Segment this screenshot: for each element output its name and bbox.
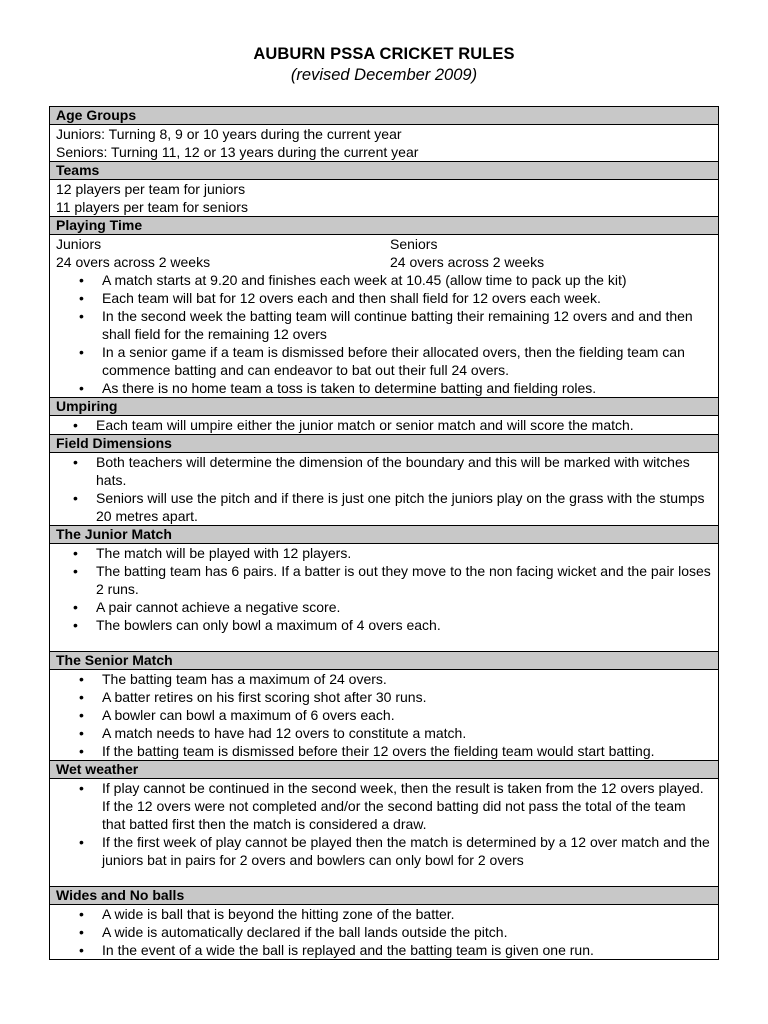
list-item: • The batting team has 6 pairs. If a batter is out they move to the non facing wicket and the pair loses 2 runs. <box>96 562 712 598</box>
list-item: • The bowlers can only bowl a maximum of 4 overs each. <box>96 616 712 634</box>
list-item: • If the batting team is dismissed before their 12 overs the fielding team would start batting. <box>102 742 712 760</box>
list-item: • As there is no home team a toss is taken to determine batting and fielding roles. <box>102 379 712 397</box>
section-body-age-groups <box>50 125 719 162</box>
section-heading-playing-time: Playing Time <box>50 217 719 235</box>
document-title: AUBURN PSSA CRICKET RULES <box>253 45 515 63</box>
seniors-overs: 24 overs across 2 weeks <box>390 254 545 270</box>
list-item: • A match starts at 9.20 and finishes each week at 10.45 (allow time to pack up the kit) <box>102 271 712 289</box>
section-heading-junior-match: The Junior Match <box>50 526 719 544</box>
list-item: • The match will be played with 12 players. <box>96 544 712 562</box>
document-subtitle: (revised December 2009) <box>290 66 478 84</box>
playing-time-list <box>56 271 712 397</box>
section-body-junior-match <box>50 544 719 652</box>
age-group-line: Seniors: Turning 11, 12 or 13 years during the current year <box>56 144 419 160</box>
list-item: • If the first week of play cannot be played then the match is determined by a 12 over match and the juniors bat in pairs for 2 overs and bowlers can only bowl for 2 overs <box>102 833 712 869</box>
section-body-senior-match <box>50 670 719 761</box>
list-item: • In a senior game if a team is dismissed before their allocated overs, then the fielding team can commence batting and can endeavor to bat out their full 24 overs. <box>102 343 712 379</box>
section-heading-wides: Wides and No balls <box>50 887 719 905</box>
section-heading-senior-match: The Senior Match <box>50 652 719 670</box>
list-item: • In the second week the batting team will continue batting their remaining 12 overs and and then shall field for the remaining 12 overs <box>102 307 712 343</box>
section-body-wides <box>50 905 719 960</box>
field-dimensions-list <box>56 453 712 525</box>
umpiring-list <box>56 416 712 434</box>
list-item: • In the event of a wide the ball is replayed and the batting team is given one run. <box>102 941 712 959</box>
list-item: • A pair cannot achieve a negative score. <box>96 598 712 616</box>
rules-table <box>49 106 719 960</box>
section-body-playing-time <box>50 235 719 398</box>
section-body-field-dimensions <box>50 453 719 526</box>
junior-match-list <box>56 544 712 634</box>
teams-line: 12 players per team for juniors <box>56 181 246 197</box>
document-header <box>0 44 768 86</box>
section-heading-teams: Teams <box>50 162 719 180</box>
section-body-wet-weather <box>50 779 719 887</box>
list-item: • A bowler can bowl a maximum of 6 overs each. <box>102 706 712 724</box>
section-body-teams <box>50 180 719 217</box>
juniors-overs: 24 overs across 2 weeks <box>56 254 211 270</box>
list-item: • Seniors will use the pitch and if there is just one pitch the juniors play on the grass with the stumps 20 metres apart. <box>96 489 712 525</box>
list-item: • A batter retires on his first scoring shot after 30 runs. <box>102 688 712 706</box>
list-item: • A wide is automatically declared if the ball lands outside the pitch. <box>102 923 712 941</box>
section-body-umpiring <box>50 416 719 435</box>
wet-weather-list <box>56 779 712 869</box>
seniors-label: Seniors <box>390 236 438 252</box>
section-heading-age-groups: Age Groups <box>50 107 719 125</box>
list-item: • If play cannot be continued in the second week, then the result is taken from the 12 overs played. If the 12 overs were not completed and/or the second batting did not pass the total of the team that batted first then the match is considered a draw. <box>102 779 712 833</box>
list-item: • A wide is ball that is beyond the hitting zone of the batter. <box>102 905 712 923</box>
list-item: • Each team will umpire either the junior match or senior match and will score the match. <box>96 416 712 434</box>
list-item: • The batting team has a maximum of 24 overs. <box>102 670 712 688</box>
playing-time-columns <box>56 235 712 271</box>
teams-line: 11 players per team for seniors <box>56 199 248 215</box>
list-item: • A match needs to have had 12 overs to constitute a match. <box>102 724 712 742</box>
list-item: • Each team will bat for 12 overs each and then shall field for 12 overs each week. <box>102 289 712 307</box>
section-heading-wet-weather: Wet weather <box>50 761 719 779</box>
wides-list <box>56 905 712 959</box>
list-item: • Both teachers will determine the dimension of the boundary and this will be marked with witches hats. <box>96 453 712 489</box>
age-group-line: Juniors: Turning 8, 9 or 10 years during the current year <box>56 126 402 142</box>
section-heading-field-dimensions: Field Dimensions <box>50 435 719 453</box>
senior-match-list <box>56 670 712 760</box>
juniors-label: Juniors <box>56 236 102 252</box>
section-heading-umpiring: Umpiring <box>50 398 719 416</box>
